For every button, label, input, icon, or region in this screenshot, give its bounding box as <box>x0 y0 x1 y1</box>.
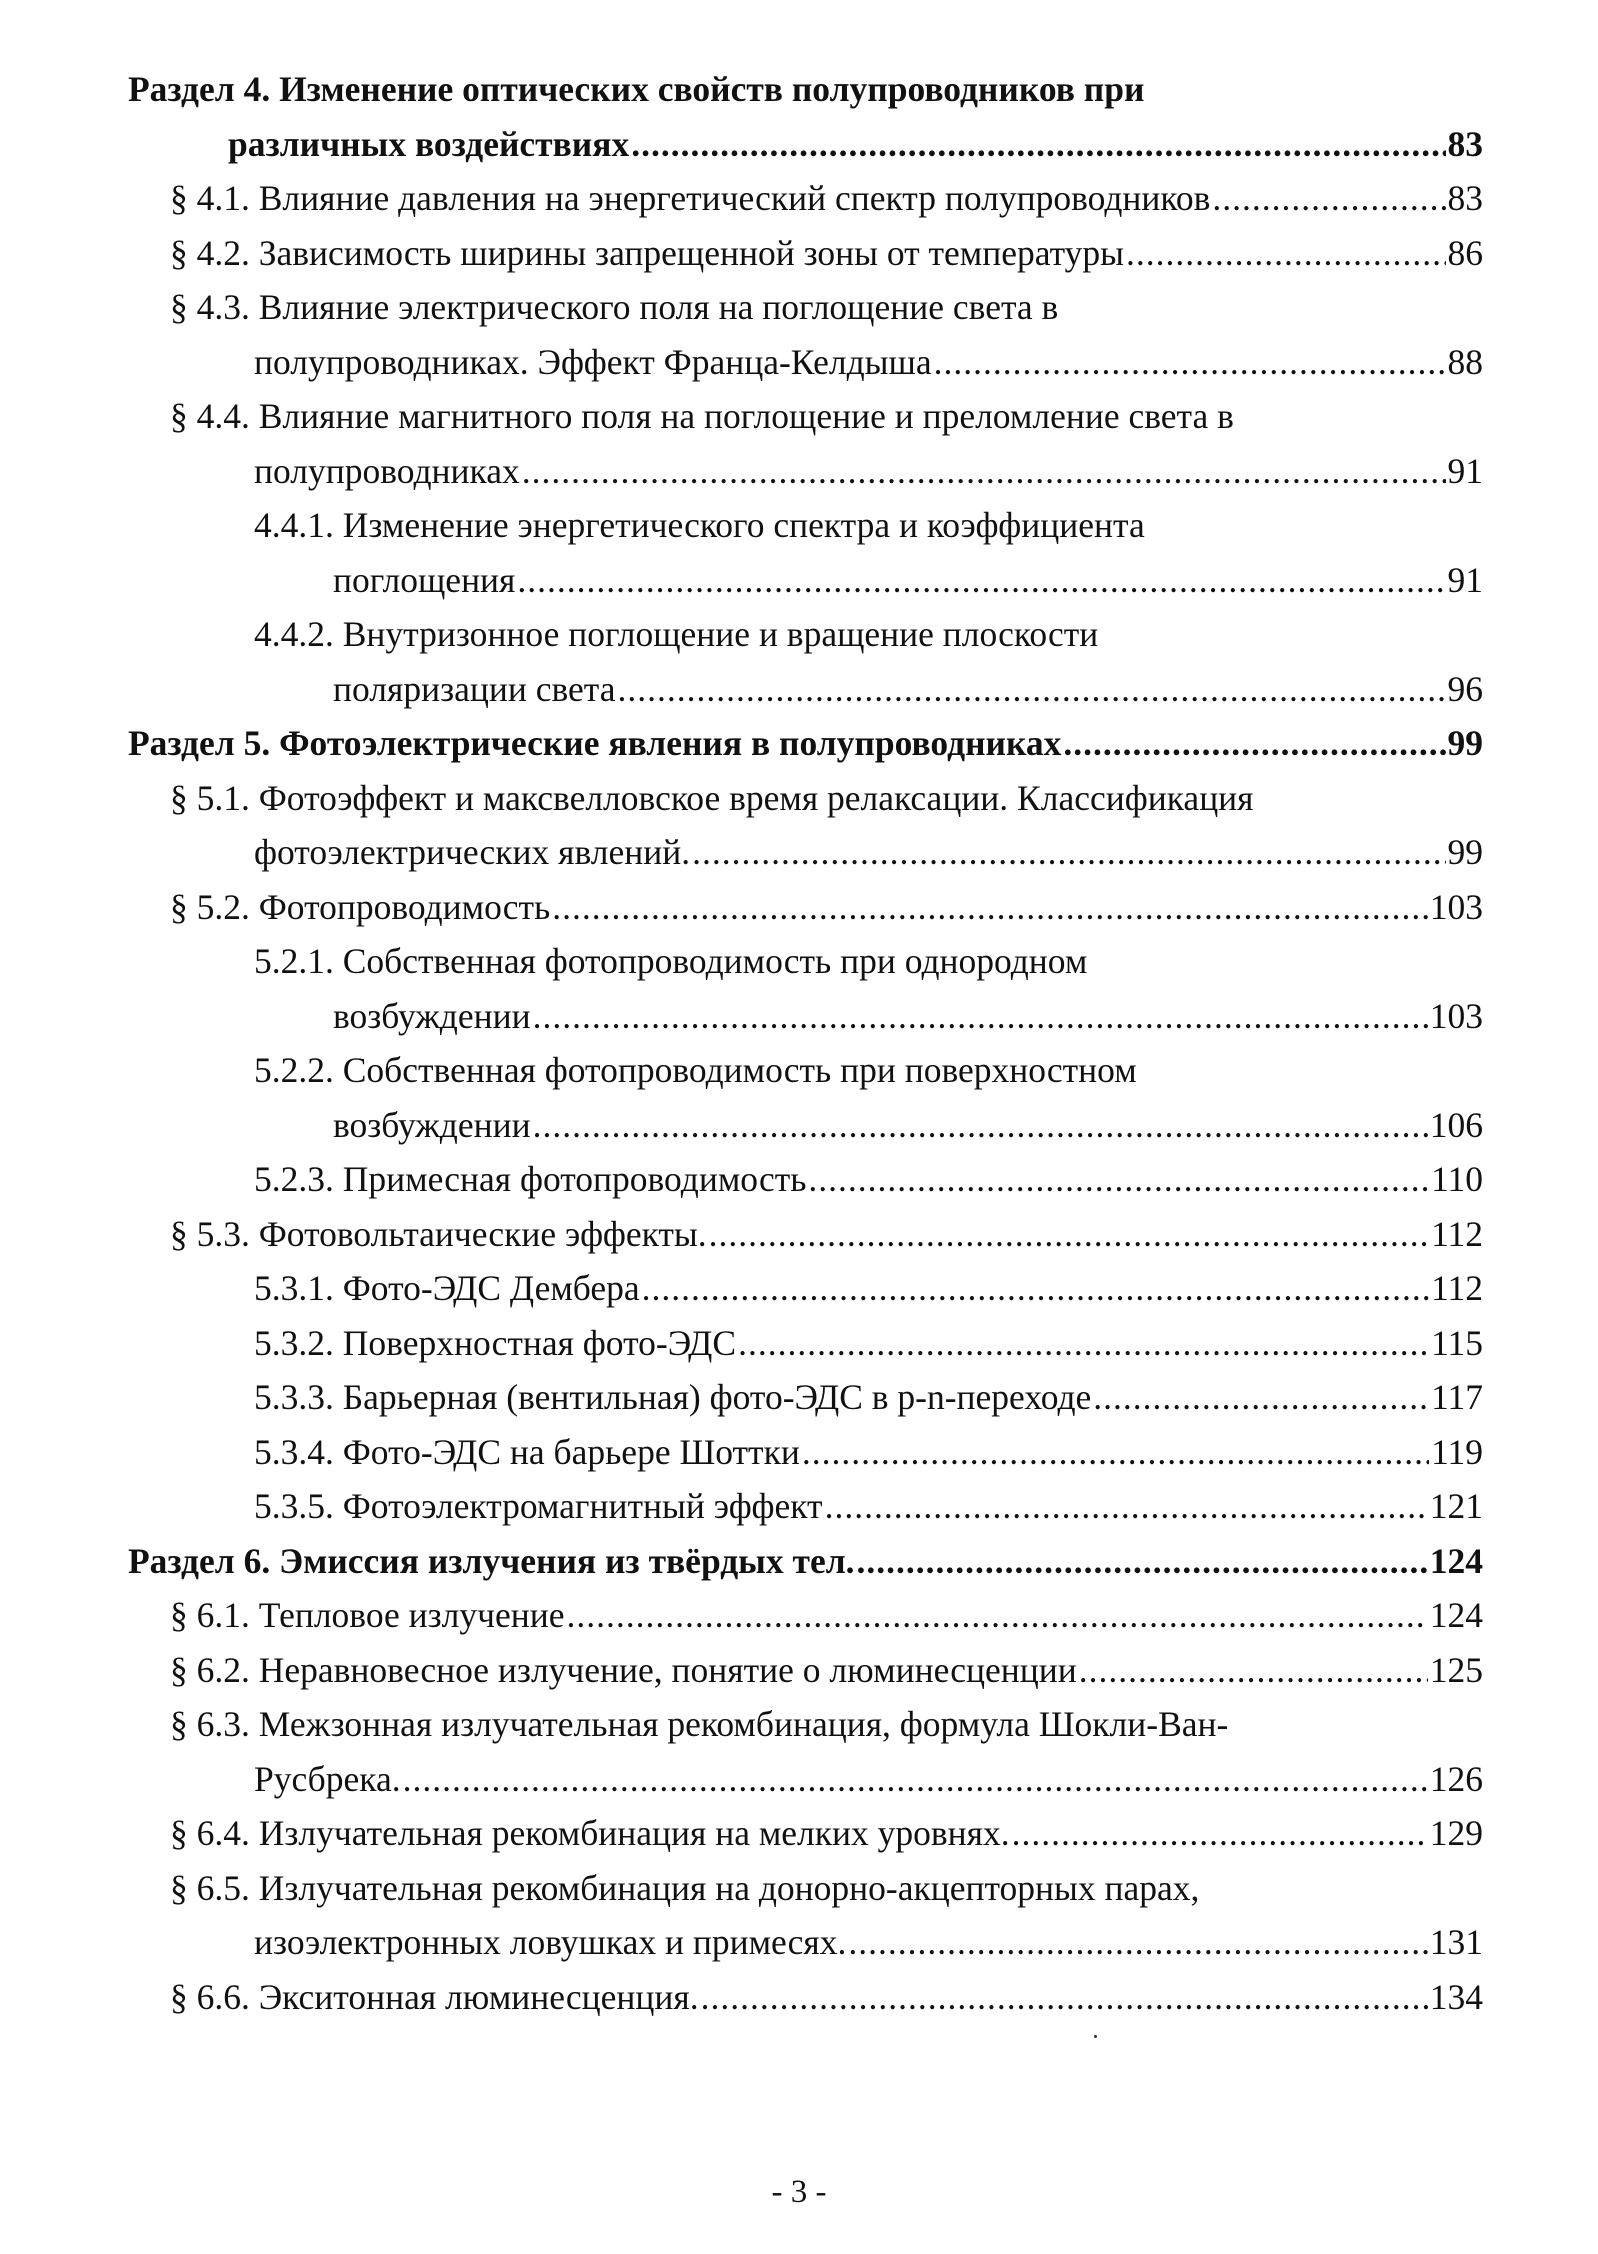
toc-entry-line-with-leader <box>128 825 1483 880</box>
toc-section-entry <box>128 62 1483 171</box>
toc-page-number: 125 <box>1429 1649 1483 1690</box>
dot-leader <box>701 1970 1428 2025</box>
toc-paragraph-entry <box>128 226 1483 281</box>
toc-entry-title: 4.4.1. Изменение энергетического спектра и коэффициента <box>254 505 1145 545</box>
toc-page-number: 110 <box>1431 1159 1483 1199</box>
toc-entry-title: § 5.3. Фотовольтаические эффекты. <box>170 1213 707 1254</box>
toc-entry-line-with-leader <box>128 171 1483 226</box>
toc-entry-line-with-leader <box>128 1479 1483 1534</box>
dot-leader <box>1063 716 1445 771</box>
toc-page-number: 91 <box>1447 450 1483 491</box>
toc-page-number: 106 <box>1429 1104 1483 1145</box>
dot-leader <box>738 1316 1429 1371</box>
dot-leader <box>517 553 1445 608</box>
toc-page-number: 134 <box>1429 1976 1483 2017</box>
dot-leader <box>522 444 1446 499</box>
toc-entry-line-with-leader <box>128 1098 1483 1153</box>
dot-leader <box>533 1098 1428 1153</box>
toc-page-number: 126 <box>1429 1758 1483 1799</box>
toc-entry-title: Раздел 6. Эмиссия излучения из твёрдых тел. <box>128 1540 855 1581</box>
toc-page-number: 96 <box>1447 668 1483 709</box>
toc-entry-line-with-leader <box>128 989 1483 1044</box>
toc-page-number: 103 <box>1429 995 1483 1036</box>
toc-entry-title: § 6.4. Излучательная рекомбинация на мелких уровнях. <box>170 1813 1010 1853</box>
table-of-contents <box>128 62 1483 2024</box>
toc-page-number: 91 <box>1447 559 1483 600</box>
toc-entry-title: § 4.1. Влияние давления на энергетический спектр полупроводников <box>170 178 1211 218</box>
toc-paragraph-entry <box>128 1207 1483 1262</box>
toc-entry-line-with-leader <box>128 1534 1483 1589</box>
toc-entry-line-with-leader <box>128 662 1483 717</box>
dot-leader <box>618 662 1446 717</box>
toc-entry-line-with-leader <box>128 553 1483 608</box>
toc-subparagraph-entry <box>128 1479 1483 1534</box>
toc-section-entry <box>128 1534 1483 1589</box>
toc-subparagraph-entry <box>128 1425 1483 1480</box>
toc-entry-title: возбуждении <box>333 1104 531 1145</box>
toc-entry-title: 5.2.3. Примесная фотопроводимость <box>254 1159 807 1199</box>
toc-entry-title: § 6.5. Излучательная рекомбинация на донорно-акцепторных парах, <box>170 1867 1200 1908</box>
toc-subparagraph-entry <box>128 498 1483 607</box>
toc-page-number: 124 <box>1429 1540 1483 1581</box>
dot-leader <box>802 1425 1429 1480</box>
page-number: - 3 - <box>771 2174 827 2210</box>
toc-entry-title: поляризации света <box>333 668 616 709</box>
toc-subparagraph-entry <box>128 934 1483 1043</box>
toc-page-number: 121 <box>1429 1486 1483 1526</box>
toc-entry-title: § 6.3. Межзонная излучательная рекомбинация, формула Шокли-Ван- <box>170 1704 1229 1744</box>
toc-entry-title: 5.2.2. Собственная фотопроводимость при поверхностном <box>254 1050 1137 1090</box>
dot-leader <box>692 825 1445 880</box>
dot-leader <box>403 1752 1428 1807</box>
toc-subparagraph-entry <box>128 1152 1483 1207</box>
toc-entry-title: полупроводниках. Эффект Франца-Келдыша <box>254 341 932 382</box>
toc-entry-line-with-leader <box>128 1370 1483 1425</box>
toc-entry-title: § 6.6. Экситонная люминесценция. <box>170 1976 699 2017</box>
toc-entry-title: § 6.1. Тепловое излучение <box>170 1595 565 1635</box>
dot-leader <box>1212 171 1445 226</box>
toc-entry-title: 5.3.1. Фото-ЭДС Дембера <box>254 1268 640 1308</box>
toc-entry-title: Раздел 5. Фотоэлектрические явления в полупроводниках <box>128 723 1062 763</box>
toc-entry-line-with-leader <box>128 335 1483 390</box>
dot-leader <box>631 117 1445 172</box>
toc-page-number: 112 <box>1431 1213 1483 1254</box>
toc-entry-title: § 4.2. Зависимость ширины запрещенной зоны от температуры <box>170 232 1125 273</box>
toc-page-number: 99 <box>1447 832 1483 872</box>
toc-paragraph-entry <box>128 1697 1483 1806</box>
toc-entry-line-with-leader <box>128 1915 1483 1970</box>
toc-page-number: 117 <box>1431 1377 1483 1417</box>
toc-entry-line-with-leader <box>128 1152 1483 1207</box>
toc-entry-title: 5.3.2. Поверхностная фото-ЭДС <box>254 1322 737 1363</box>
toc-paragraph-entry <box>128 1643 1483 1698</box>
toc-paragraph-entry <box>128 880 1483 935</box>
toc-page-number: 83 <box>1447 178 1483 218</box>
toc-entry-title: 5.3.3. Барьерная (вентильная) фото-ЭДС в p-n-переходе <box>254 1377 1092 1417</box>
toc-page-number: 103 <box>1429 886 1483 927</box>
toc-entry-title: 5.3.4. Фото-ЭДС на барьере Шоттки <box>254 1431 800 1472</box>
toc-paragraph-entry <box>128 1861 1483 1970</box>
toc-page-number: 115 <box>1431 1322 1483 1363</box>
toc-section-entry <box>128 716 1483 771</box>
toc-paragraph-entry <box>128 171 1483 226</box>
toc-entry-title: § 4.4. Влияние магнитного поля на поглощение и преломление света в <box>170 396 1234 436</box>
toc-entry-title: фотоэлектрических явлений. <box>254 832 691 872</box>
toc-paragraph-entry <box>128 389 1483 498</box>
toc-entry-line-with-leader <box>128 1970 1483 2025</box>
toc-subparagraph-entry <box>128 1043 1483 1152</box>
toc-page-number: 86 <box>1447 232 1483 273</box>
toc-entry-line-with-leader <box>128 1425 1483 1480</box>
dot-leader <box>934 335 1446 390</box>
toc-paragraph-entry <box>128 1806 1483 1861</box>
toc-entry-title: 4.4.2. Внутризонное поглощение и вращение плоскости <box>254 614 1099 654</box>
toc-page-number: 112 <box>1431 1268 1483 1308</box>
toc-entry-line-with-leader <box>128 1752 1483 1807</box>
toc-entry-line-with-leader <box>128 226 1483 281</box>
dot-leader <box>848 1915 1427 1970</box>
dot-leader <box>1012 1806 1428 1861</box>
toc-entry-title: Раздел 4. Изменение оптических свойств полупроводников при <box>128 69 1145 109</box>
toc-entry-line-with-leader <box>128 444 1483 499</box>
toc-entry-title: § 6.2. Неравновесное излучение, понятие о люминесценции <box>170 1649 1077 1690</box>
toc-page-number: 83 <box>1447 123 1483 164</box>
toc-paragraph-entry <box>128 280 1483 389</box>
toc-subparagraph-entry <box>128 1261 1483 1316</box>
toc-page-number: 129 <box>1429 1813 1483 1853</box>
toc-entry-title: различных воздействиях <box>228 123 630 164</box>
toc-page-number: 124 <box>1429 1595 1483 1635</box>
toc-entry-line-with-leader <box>128 1316 1483 1371</box>
dot-leader <box>709 1207 1429 1262</box>
dot-leader <box>857 1534 1428 1589</box>
toc-page-number: 119 <box>1431 1431 1483 1472</box>
toc-entry-title: § 5.1. Фотоэффект и максвелловское время релаксации. Классификация <box>170 777 1254 818</box>
toc-entry-line-with-leader <box>128 1261 1483 1316</box>
toc-entry-title: 5.2.1. Собственная фотопроводимость при однородном <box>254 941 1088 981</box>
toc-entry-title: Русбрека. <box>254 1758 401 1799</box>
toc-page-number: 131 <box>1429 1922 1483 1962</box>
toc-entry-title: полупроводниках <box>254 450 520 491</box>
toc-subparagraph-entry <box>128 1316 1483 1371</box>
toc-entry-line-with-leader <box>128 1207 1483 1262</box>
dot-leader <box>552 880 1428 935</box>
toc-paragraph-entry <box>128 771 1483 880</box>
dot-leader <box>825 1479 1428 1534</box>
dot-leader <box>808 1152 1429 1207</box>
toc-entry-line-with-leader <box>128 880 1483 935</box>
toc-paragraph-entry <box>128 1970 1483 2025</box>
toc-entry-title: поглощения <box>333 559 516 600</box>
dot-leader <box>1126 226 1445 281</box>
dot-leader <box>1093 1370 1429 1425</box>
toc-page-number: 99 <box>1447 723 1483 763</box>
toc-subparagraph-entry <box>128 607 1483 716</box>
toc-page-number: 88 <box>1447 341 1483 382</box>
dot-leader <box>533 989 1428 1044</box>
toc-entry-title: изоэлектронных ловушках и примесях. <box>254 1922 847 1962</box>
toc-entry-line-with-leader <box>128 1643 1483 1698</box>
scan-speck <box>1094 2035 1097 2038</box>
toc-entry-line-with-leader <box>128 1806 1483 1861</box>
toc-entry-line-with-leader <box>128 1588 1483 1643</box>
toc-entry-title: § 5.2. Фотопроводимость <box>170 886 551 927</box>
toc-entry-line-with-leader <box>128 716 1483 771</box>
toc-entry-line-with-leader <box>128 117 1483 172</box>
toc-paragraph-entry <box>128 1588 1483 1643</box>
toc-entry-title: возбуждении <box>333 995 531 1036</box>
toc-subparagraph-entry <box>128 1370 1483 1425</box>
toc-entry-title: 5.3.5. Фотоэлектромагнитный эффект <box>254 1486 823 1526</box>
dot-leader <box>1079 1643 1428 1698</box>
dot-leader <box>642 1261 1429 1316</box>
toc-entry-title: § 4.3. Влияние электрического поля на поглощение света в <box>170 287 1059 327</box>
dot-leader <box>567 1588 1428 1643</box>
